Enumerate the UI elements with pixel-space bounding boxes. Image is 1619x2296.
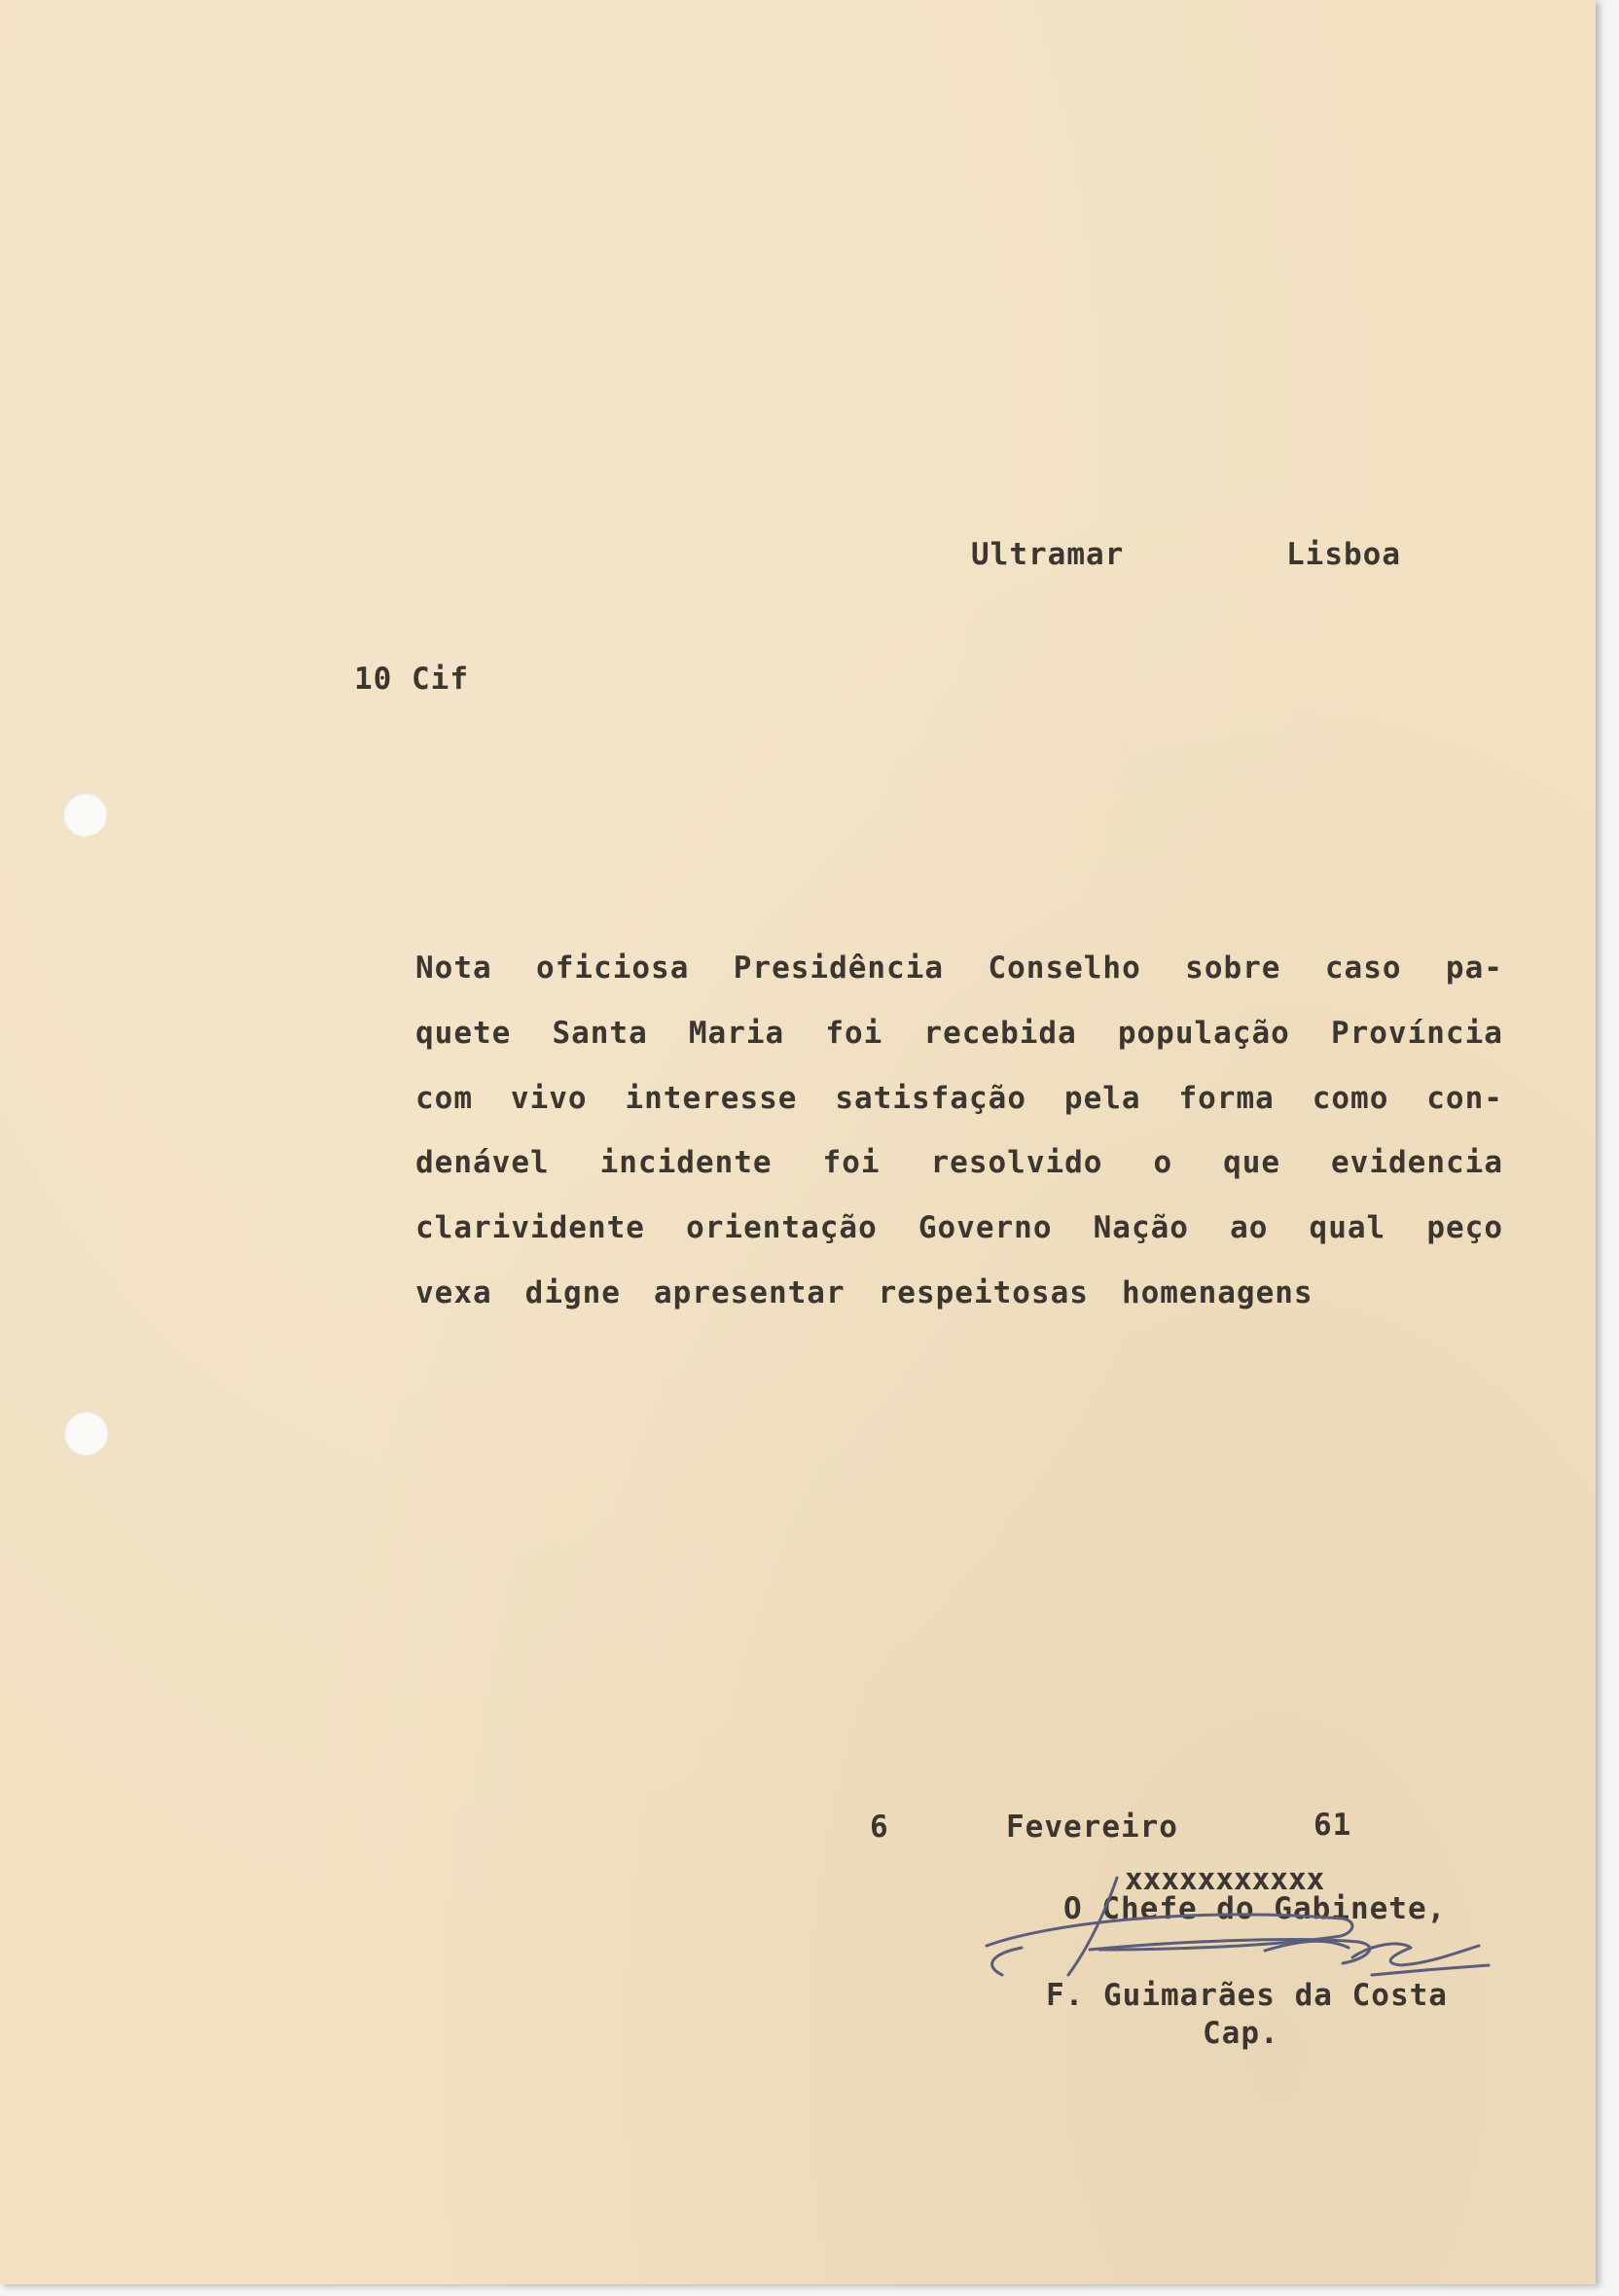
- reference-number: 10 Cif: [354, 662, 469, 697]
- body-word: vexa: [415, 1275, 492, 1310]
- body-word: foi: [825, 1016, 883, 1051]
- body-line: [415, 1275, 1503, 1310]
- body-word: como: [1312, 1081, 1389, 1116]
- body-word: Santa: [552, 1016, 648, 1051]
- punch-hole: [63, 1411, 108, 1455]
- destination-lisboa: Lisboa: [1286, 537, 1401, 572]
- body-word: caso: [1324, 951, 1402, 986]
- destination-ultramar: Ultramar: [971, 537, 1125, 572]
- body-word: digne: [524, 1275, 621, 1310]
- body-word: respeitosas: [878, 1275, 1089, 1310]
- body-word: clarividente: [415, 1210, 645, 1245]
- date-month: Fevereiro: [1006, 1810, 1178, 1845]
- body-word: população: [1117, 1016, 1290, 1051]
- struck-out-text: xxxxxxxxxxx: [1125, 1862, 1325, 1897]
- body-word: Conselho: [988, 951, 1141, 986]
- body-word: Maria: [688, 1016, 785, 1051]
- body-line: [415, 951, 1503, 986]
- body-word: peço: [1426, 1210, 1503, 1245]
- body-word: qual: [1309, 1210, 1386, 1245]
- body-word: evidencia: [1331, 1145, 1503, 1180]
- signatory-name: F. Guimarães da Costa: [1046, 1978, 1448, 2013]
- body-word: Província: [1330, 1016, 1503, 1051]
- body-line: [415, 1016, 1503, 1051]
- body-line: [415, 1145, 1503, 1180]
- body-word: satisfação: [835, 1081, 1026, 1116]
- body-word: resolvido: [930, 1145, 1103, 1180]
- body-word: denável: [415, 1145, 550, 1180]
- body-word: forma: [1178, 1081, 1275, 1116]
- body-word: incidente: [599, 1145, 773, 1180]
- signatory-role: O Chefe do Gabinete,: [1063, 1891, 1447, 1926]
- body-word: o: [1153, 1145, 1173, 1180]
- punch-hole: [62, 792, 107, 837]
- body-word: vivo: [510, 1081, 588, 1116]
- body-word: que: [1223, 1145, 1281, 1180]
- body-word: Nota: [415, 951, 492, 986]
- body-line: [415, 1210, 1503, 1245]
- body-word: interesse: [625, 1081, 798, 1116]
- body-word: quete: [415, 1016, 512, 1051]
- scan-border-bottom: [0, 2284, 1619, 2296]
- body-word: oficiosa: [536, 951, 690, 986]
- signatory-rank: Cap.: [1203, 2016, 1279, 2051]
- body-word: com: [415, 1081, 473, 1116]
- date-year: 61: [1313, 1808, 1352, 1843]
- body-word: pa-: [1445, 951, 1503, 986]
- body-line: [415, 1081, 1503, 1116]
- body-word: Presidência: [733, 951, 945, 986]
- body-word: sobre: [1185, 951, 1281, 986]
- body-word: recebida: [923, 1016, 1077, 1051]
- body-word: pela: [1063, 1081, 1141, 1116]
- body-word: ao: [1230, 1210, 1269, 1245]
- body-word: foi: [822, 1145, 881, 1180]
- body-word: homenagens: [1121, 1275, 1313, 1310]
- body-word: apresentar: [653, 1275, 845, 1310]
- date-day: 6: [870, 1810, 889, 1845]
- body-word: Nação: [1093, 1210, 1189, 1245]
- body-word: Governo: [917, 1210, 1053, 1245]
- body-word: orientação: [686, 1210, 878, 1245]
- body-word: con-: [1426, 1081, 1503, 1116]
- scan-border-right: [1596, 0, 1619, 2296]
